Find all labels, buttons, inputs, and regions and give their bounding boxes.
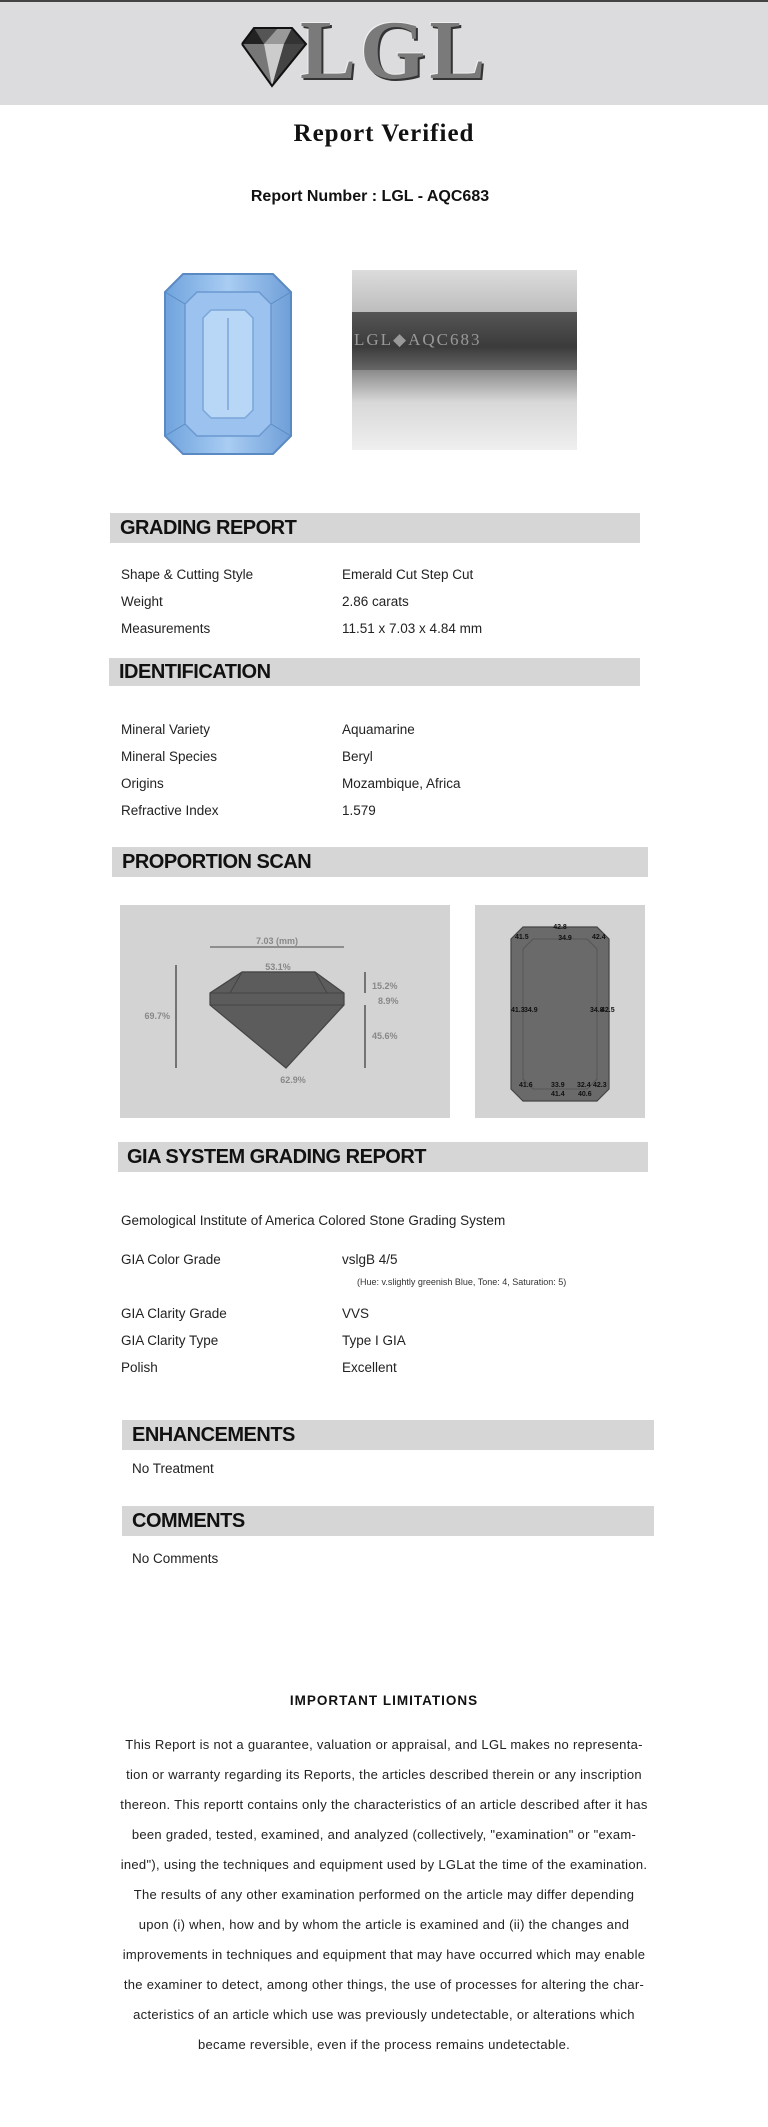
identification-heading: IDENTIFICATION	[109, 658, 640, 686]
refractive-index-value: 1.579	[342, 803, 376, 818]
inscription-text: LGL◆AQC683	[354, 330, 482, 349]
page-title: Report Verified	[293, 120, 475, 147]
top-b4: 40.6	[578, 1091, 592, 1098]
clarity-grade-value: VVS	[342, 1306, 370, 1321]
limitations-line: became reversible, even if the process remains undetectable.	[197, 2037, 571, 2052]
limitations-line: improvements in techniques and equipment that may have occurred which may enable	[122, 1947, 646, 1962]
top-b2: 32.4	[577, 1082, 591, 1089]
gia-intro: Gemological Institute of America Colored Stone Grading System	[121, 1213, 506, 1228]
shape-value: Emerald Cut Step Cut	[342, 567, 474, 582]
limitations-line: tion or warranty regarding its Reports, the articles described therein or any inscription	[126, 1767, 642, 1782]
clarity-type-label: GIA Clarity Type	[121, 1333, 219, 1348]
mineral-variety-label: Mineral Variety	[121, 722, 211, 737]
top-mr2: 42.5	[601, 1007, 615, 1014]
top-ml: 41.3	[511, 1007, 525, 1014]
limitations-line: upon (i) when, how and by whom the article is examined and (ii) the changes and	[138, 1917, 630, 1932]
top-br: 42.3	[593, 1082, 607, 1089]
enhancements-text: No Treatment	[132, 1461, 214, 1476]
measurements-label: Measurements	[121, 621, 211, 636]
origins-label: Origins	[121, 776, 164, 791]
shape-label: Shape & Cutting Style	[121, 567, 254, 582]
limitations-heading: IMPORTANT LIMITATIONS	[289, 1693, 479, 1708]
limitations-line: thereon. This reportt contains only the characteristics of an article described after it has	[120, 1797, 648, 1812]
mineral-variety-value: Aquamarine	[342, 722, 415, 737]
top-b3: 41.4	[551, 1091, 565, 1098]
top-bl: 41.6	[519, 1082, 533, 1089]
comments-heading: COMMENTS	[122, 1506, 654, 1536]
side-profile-diagram	[120, 905, 450, 1118]
proportion-scan-heading: PROPORTION SCAN	[112, 847, 648, 877]
limitations-line: acteristics of an article which use was previously undetectable, or alterations which	[133, 2007, 635, 2022]
gia-color-label: GIA Color Grade	[121, 1252, 221, 1267]
top-mr: 34.8	[590, 1007, 604, 1014]
clarity-type-value: Type I GIA	[342, 1333, 406, 1348]
polish-value: Excellent	[342, 1360, 397, 1375]
grading-report-heading: GRADING REPORT	[110, 513, 640, 543]
limitations-line: This Report is not a guarantee, valuation or appraisal, and LGL makes no representa-	[125, 1737, 643, 1752]
enhancements-heading: ENHANCEMENTS	[122, 1420, 654, 1450]
gia-color-value: vslgB 4/5	[342, 1252, 398, 1267]
gia-color-note: (Hue: v.slightly greenish Blue, Tone: 4, Saturation: 5)	[357, 1277, 567, 1287]
mineral-species-label: Mineral Species	[121, 749, 218, 764]
top-t1: 42.8	[553, 924, 567, 931]
depth-pct-label: 69.7%	[144, 1011, 170, 1021]
table-pct-label: 53.1%	[265, 962, 291, 972]
limitations-line: The results of any other examination performed on the article may differ depending	[133, 1887, 635, 1902]
crown-pct-label: 15.2%	[372, 981, 398, 991]
refractive-index-label: Refractive Index	[121, 803, 219, 818]
top-b1: 33.9	[551, 1082, 565, 1089]
top-view-diagram	[475, 905, 645, 1118]
measurements-value: 11.51 x 7.03 x 4.84 mm	[342, 621, 483, 636]
comments-text: No Comments	[132, 1551, 219, 1566]
top-tr: 42.4	[592, 934, 606, 941]
limitations-line: been graded, tested, examined, and analyzed (collectively, "examination" or "exam-	[131, 1827, 637, 1842]
inscription-photo	[352, 270, 577, 450]
weight-label: Weight	[121, 594, 163, 609]
culet-pct-label: 62.9%	[280, 1075, 306, 1085]
gem-photo	[133, 270, 323, 460]
origins-value: Mozambique, Africa	[342, 776, 461, 791]
top-tl: 41.5	[515, 934, 529, 941]
top-t2: 34.9	[558, 935, 572, 942]
limitations-line: the examiner to detect, among other things, the use of processes for altering the char-	[123, 1977, 645, 1992]
top-ml2: 34.9	[524, 1007, 538, 1014]
logo-text: LGL	[300, 4, 490, 97]
limitations-line: ined"), using the techniques and equipment used by LGLat the time of the examination.	[120, 1857, 648, 1872]
polish-label: Polish	[121, 1360, 158, 1375]
girdle-pct-label: 8.9%	[378, 996, 399, 1006]
lgl-logo	[230, 4, 500, 97]
width-label: 7.03 (mm)	[255, 936, 299, 946]
report-number: Report Number : LGL - AQC683	[250, 188, 490, 205]
mineral-species-value: Beryl	[342, 749, 373, 764]
gia-heading: GIA SYSTEM GRADING REPORT	[118, 1142, 648, 1172]
pavilion-pct-label: 45.6%	[372, 1031, 398, 1041]
clarity-grade-label: GIA Clarity Grade	[121, 1306, 227, 1321]
weight-value: 2.86 carats	[342, 594, 409, 609]
